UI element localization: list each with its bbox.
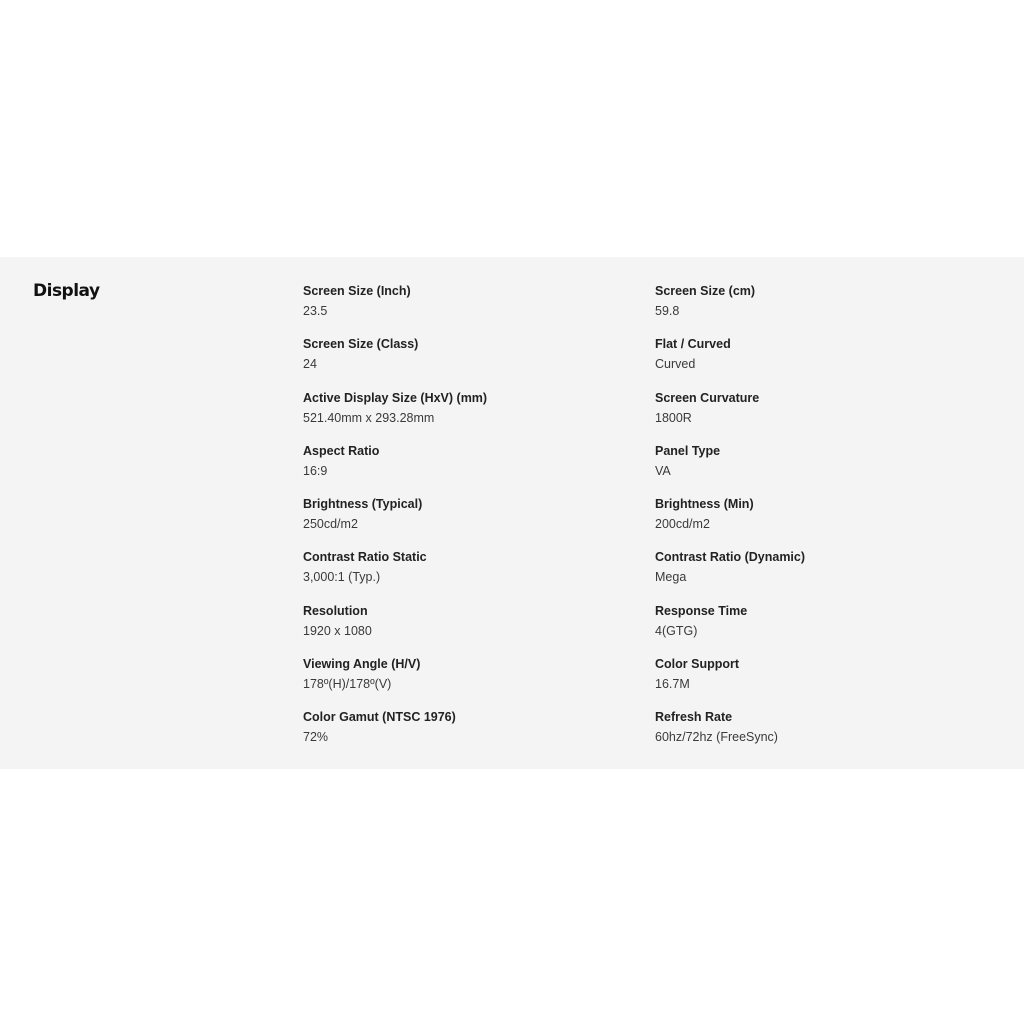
spec-value: Curved (655, 357, 696, 372)
spec-label: Brightness (Typical) (303, 497, 423, 512)
spec-value: 521.40mm x 293.28mm (303, 410, 435, 425)
spec-value: 60hz/72hz (FreeSync) (655, 730, 778, 745)
spec-value: Mega (655, 570, 687, 585)
spec-label: Color Gamut (NTSC 1976) (303, 710, 456, 725)
spec-label: Response Time (655, 603, 748, 618)
spec-item (655, 497, 863, 550)
spec-item (655, 337, 863, 390)
spec-label: Color Support (655, 657, 740, 672)
spec-label: Viewing Angle (H/V) (303, 657, 421, 672)
spec-item (655, 657, 863, 710)
section-title: Display (33, 281, 100, 301)
spec-grid (303, 284, 863, 764)
spec-item (655, 444, 863, 497)
spec-item (655, 710, 863, 763)
spec-item (655, 550, 863, 603)
spec-label: Screen Size (cm) (655, 284, 756, 298)
spec-item (303, 604, 655, 657)
spec-item (655, 284, 863, 337)
spec-value: 16:9 (303, 463, 328, 478)
spec-label: Flat / Curved (655, 337, 731, 352)
display-spec-panel (0, 257, 1024, 769)
spec-value: 200cd/m2 (655, 517, 710, 532)
spec-item (303, 337, 655, 390)
spec-item (303, 444, 655, 497)
spec-item (303, 497, 655, 550)
spec-value: 72% (303, 730, 329, 745)
spec-value: 1920 x 1080 (303, 623, 372, 638)
spec-item (303, 710, 655, 763)
spec-label: Contrast Ratio Static (303, 550, 427, 565)
spec-value: 24 (303, 357, 317, 372)
spec-label: Screen Size (Class) (303, 337, 419, 352)
spec-label: Screen Curvature (655, 390, 760, 405)
spec-label: Contrast Ratio (Dynamic) (655, 550, 806, 565)
spec-value: 178º(H)/178º(V) (303, 677, 392, 692)
spec-value: 16.7M (655, 677, 690, 692)
spec-value: 3,000:1 (Typ.) (303, 570, 381, 585)
spec-item (303, 391, 655, 444)
spec-item (655, 391, 863, 444)
spec-value: VA (655, 463, 671, 478)
spec-label: Brightness (Min) (655, 497, 754, 512)
spec-label: Resolution (303, 603, 368, 618)
spec-item (655, 604, 863, 657)
spec-value: 250cd/m2 (303, 517, 358, 532)
spec-label: Aspect Ratio (303, 443, 380, 458)
spec-label: Screen Size (Inch) (303, 284, 411, 298)
spec-item (303, 284, 655, 337)
spec-item (303, 657, 655, 710)
spec-value: 23.5 (303, 304, 328, 318)
spec-label: Refresh Rate (655, 710, 733, 725)
spec-value: 1800R (655, 410, 692, 425)
spec-label: Panel Type (655, 443, 721, 458)
spec-item (303, 550, 655, 603)
spec-label: Active Display Size (HxV) (mm) (303, 390, 488, 405)
spec-value: 4(GTG) (655, 623, 698, 638)
spec-value: 59.8 (655, 304, 680, 318)
